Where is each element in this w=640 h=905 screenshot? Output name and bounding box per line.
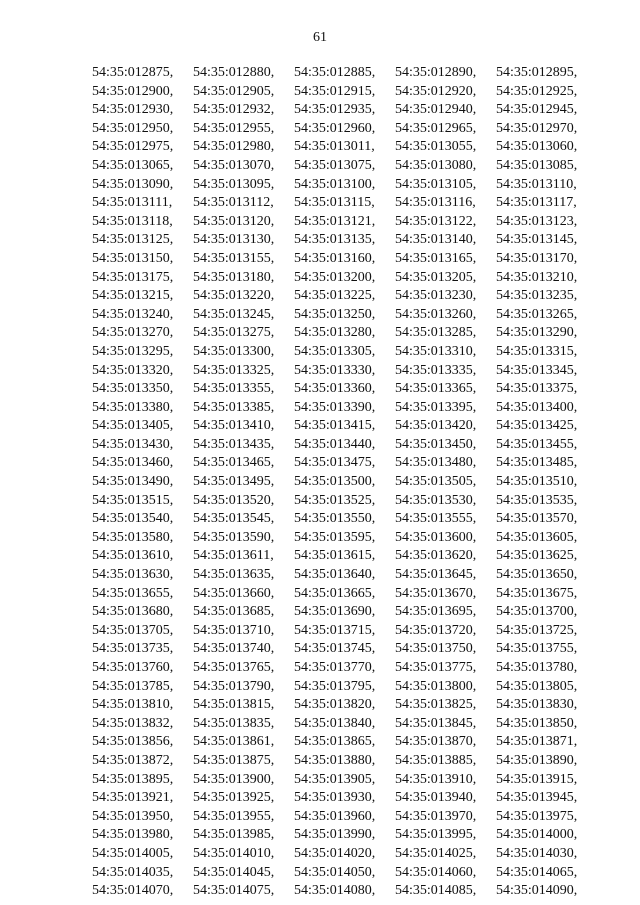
cadastral-number: 54:35:013535, xyxy=(496,492,578,508)
cadastral-number: 54:35:013695, xyxy=(395,604,477,620)
cadastral-number: 54:35:012905, xyxy=(193,83,275,99)
cadastral-number: 54:35:013325, xyxy=(193,362,275,378)
cadastral-number: 54:35:013625, xyxy=(496,548,578,564)
cadastral-number: 54:35:013375, xyxy=(496,381,578,397)
cadastral-number: 54:35:013520, xyxy=(193,492,275,508)
cadastral-number: 54:35:013525, xyxy=(294,492,376,508)
cadastral-number: 54:35:013595, xyxy=(294,529,376,545)
cadastral-number: 54:35:013665, xyxy=(294,585,376,601)
cadastral-number: 54:35:013545, xyxy=(193,511,275,527)
cadastral-number: 54:35:013620, xyxy=(395,548,477,564)
list-row xyxy=(92,771,602,790)
cadastral-number: 54:35:013250, xyxy=(294,306,376,322)
cadastral-number: 54:35:013800, xyxy=(395,678,477,694)
cadastral-number: 54:35:013380, xyxy=(92,399,174,415)
cadastral-number: 54:35:014030, xyxy=(496,845,578,861)
cadastral-number: 54:35:013810, xyxy=(92,697,174,713)
cadastral-number: 54:35:013420, xyxy=(395,418,477,434)
cadastral-number: 54:35:013135, xyxy=(294,232,376,248)
list-row xyxy=(92,547,602,566)
cadastral-number: 54:35:013765, xyxy=(193,660,275,675)
cadastral-number: 54:35:013335, xyxy=(395,362,477,378)
cadastral-number: 54:35:014090, xyxy=(496,883,578,899)
cadastral-number: 54:35:013605, xyxy=(496,529,578,545)
cadastral-number: 54:35:013870, xyxy=(395,734,477,750)
cadastral-number: 54:35:013118, xyxy=(92,213,173,229)
cadastral-number: 54:35:012970, xyxy=(496,120,578,136)
cadastral-number: 54:35:013510, xyxy=(496,474,578,490)
cadastral-number: 54:35:013170, xyxy=(496,250,578,266)
cadastral-number: 54:35:012915, xyxy=(294,83,376,99)
page-number: 61 xyxy=(313,30,327,45)
cadastral-number: 54:35:013940, xyxy=(395,790,477,806)
cadastral-number: 54:35:013610, xyxy=(92,548,174,564)
list-row xyxy=(92,659,602,678)
cadastral-number: 54:35:013230, xyxy=(395,288,477,304)
list-row xyxy=(92,640,602,659)
cadastral-number: 54:35:013125, xyxy=(92,232,174,248)
list-row xyxy=(92,120,602,139)
cadastral-number: 54:35:013270, xyxy=(92,325,174,341)
cadastral-number: 54:35:013795, xyxy=(294,678,376,694)
cadastral-number: 54:35:013845, xyxy=(395,715,477,731)
cadastral-number: 54:35:012885, xyxy=(294,65,376,80)
list-row xyxy=(92,343,602,362)
cadastral-number: 54:35:014045, xyxy=(193,864,275,880)
cadastral-number: 54:35:013060, xyxy=(496,139,578,155)
cadastral-number: 54:35:014080, xyxy=(294,883,376,899)
cadastral-number: 54:35:014085, xyxy=(395,883,477,899)
cadastral-number: 54:35:013515, xyxy=(92,492,174,508)
cadastral-number: 54:35:013205, xyxy=(395,269,477,285)
cadastral-number: 54:35:013355, xyxy=(193,381,275,397)
cadastral-number: 54:35:013275, xyxy=(193,325,275,341)
cadastral-number: 54:35:013832, xyxy=(92,715,174,731)
cadastral-number: 54:35:013540, xyxy=(92,511,174,527)
list-row xyxy=(92,250,602,269)
cadastral-number: 54:35:013122, xyxy=(395,213,477,229)
cadastral-number: 54:35:013465, xyxy=(193,455,275,471)
list-row xyxy=(92,269,602,288)
cadastral-number: 54:35:012925, xyxy=(496,83,578,99)
cadastral-number: 54:35:013861, xyxy=(193,734,275,750)
cadastral-number: 54:35:013790, xyxy=(193,678,275,694)
cadastral-number: 54:35:012960, xyxy=(294,120,376,136)
cadastral-number: 54:35:013921, xyxy=(92,790,174,806)
list-row xyxy=(92,808,602,827)
cadastral-number: 54:35:013745, xyxy=(294,641,376,657)
cadastral-number: 54:35:013930, xyxy=(294,790,376,806)
list-row xyxy=(92,64,602,83)
cadastral-number: 54:35:013945, xyxy=(496,790,578,806)
cadastral-number: 54:35:013900, xyxy=(193,771,275,787)
cadastral-number: 54:35:013150, xyxy=(92,250,174,266)
cadastral-number: 54:35:013770, xyxy=(294,660,376,675)
cadastral-number: 54:35:013825, xyxy=(395,697,477,713)
cadastral-number: 54:35:013890, xyxy=(496,752,578,768)
cadastral-number: 54:35:013390, xyxy=(294,399,376,415)
cadastral-number: 54:35:013505, xyxy=(395,474,477,490)
list-row xyxy=(92,454,602,473)
cadastral-number: 54:35:013111, xyxy=(92,195,173,211)
cadastral-number: 54:35:014060, xyxy=(395,864,477,880)
cadastral-number: 54:35:013740, xyxy=(193,641,275,657)
cadastral-number: 54:35:013385, xyxy=(193,399,275,415)
cadastral-number: 54:35:013725, xyxy=(496,622,578,638)
cadastral-number: 54:35:013430, xyxy=(92,436,174,452)
cadastral-number: 54:35:013970, xyxy=(395,808,477,824)
cadastral-number: 54:35:013925, xyxy=(193,790,275,806)
cadastral-number: 54:35:013570, xyxy=(496,511,578,527)
cadastral-number: 54:35:012965, xyxy=(395,120,477,136)
list-row xyxy=(92,176,602,195)
cadastral-number: 54:35:014025, xyxy=(395,845,477,861)
cadastral-number: 54:35:014070, xyxy=(92,883,174,899)
cadastral-number: 54:35:014000, xyxy=(496,827,578,843)
cadastral-number-list xyxy=(92,64,602,901)
cadastral-number: 54:35:013885, xyxy=(395,752,477,768)
cadastral-number: 54:35:013300, xyxy=(193,343,275,359)
list-row xyxy=(92,138,602,157)
cadastral-number: 54:35:013880, xyxy=(294,752,376,768)
cadastral-number: 54:35:013975, xyxy=(496,808,578,824)
cadastral-number: 54:35:013485, xyxy=(496,455,578,471)
cadastral-number: 54:35:013360, xyxy=(294,381,376,397)
list-row xyxy=(92,715,602,734)
cadastral-number: 54:35:013165, xyxy=(395,250,477,266)
cadastral-number: 54:35:013110, xyxy=(496,176,577,192)
list-row xyxy=(92,157,602,176)
cadastral-number: 54:35:014065, xyxy=(496,864,578,880)
cadastral-number: 54:35:013435, xyxy=(193,436,275,452)
cadastral-number: 54:35:013785, xyxy=(92,678,174,694)
cadastral-number: 54:35:012975, xyxy=(92,139,174,155)
cadastral-number: 54:35:013460, xyxy=(92,455,174,471)
cadastral-number: 54:35:013775, xyxy=(395,660,477,675)
cadastral-number: 54:35:013123, xyxy=(496,213,578,229)
cadastral-number: 54:35:013305, xyxy=(294,343,376,359)
cadastral-number: 54:35:013410, xyxy=(193,418,275,434)
cadastral-number: 54:35:013611, xyxy=(193,548,274,564)
cadastral-number: 54:35:013265, xyxy=(496,306,578,322)
cadastral-number: 54:35:012940, xyxy=(395,102,477,118)
list-row xyxy=(92,622,602,641)
cadastral-number: 54:35:013960, xyxy=(294,808,376,824)
list-row xyxy=(92,231,602,250)
cadastral-number: 54:35:013260, xyxy=(395,306,477,322)
cadastral-number: 54:35:014005, xyxy=(92,845,174,861)
list-row xyxy=(92,492,602,511)
cadastral-number: 54:35:013095, xyxy=(193,176,275,192)
cadastral-number: 54:35:013680, xyxy=(92,604,174,620)
list-row xyxy=(92,529,602,548)
cadastral-number: 54:35:013011, xyxy=(294,139,375,155)
list-row xyxy=(92,826,602,845)
cadastral-number: 54:35:013635, xyxy=(193,567,275,583)
cadastral-number: 54:35:013955, xyxy=(193,808,275,824)
cadastral-number: 54:35:013550, xyxy=(294,511,376,527)
cadastral-number: 54:35:013480, xyxy=(395,455,477,471)
list-row xyxy=(92,362,602,381)
cadastral-number: 54:35:013220, xyxy=(193,288,275,304)
cadastral-number: 54:35:013120, xyxy=(193,213,275,229)
cadastral-number: 54:35:013615, xyxy=(294,548,376,564)
list-row xyxy=(92,678,602,697)
cadastral-number: 54:35:013820, xyxy=(294,697,376,713)
cadastral-number: 54:35:013395, xyxy=(395,399,477,415)
cadastral-number: 54:35:013090, xyxy=(92,176,174,192)
cadastral-number: 54:35:013690, xyxy=(294,604,376,620)
cadastral-number: 54:35:013055, xyxy=(395,139,477,155)
cadastral-number: 54:35:012930, xyxy=(92,102,174,118)
cadastral-number: 54:35:014010, xyxy=(193,845,275,861)
cadastral-number: 54:35:013210, xyxy=(496,269,578,285)
cadastral-number: 54:35:013070, xyxy=(193,157,275,173)
cadastral-number: 54:35:013580, xyxy=(92,529,174,545)
cadastral-number: 54:35:012875, xyxy=(92,65,174,80)
cadastral-number: 54:35:013655, xyxy=(92,585,174,601)
cadastral-number: 54:35:013650, xyxy=(496,567,578,583)
cadastral-number: 54:35:013175, xyxy=(92,269,174,285)
cadastral-number: 54:35:013590, xyxy=(193,529,275,545)
cadastral-number: 54:35:013720, xyxy=(395,622,477,638)
cadastral-number: 54:35:013450, xyxy=(395,436,477,452)
cadastral-number: 54:35:013915, xyxy=(496,771,578,787)
cadastral-number: 54:35:013950, xyxy=(92,808,174,824)
cadastral-number: 54:35:013320, xyxy=(92,362,174,378)
cadastral-number: 54:35:013710, xyxy=(193,622,275,638)
list-row xyxy=(92,306,602,325)
cadastral-number: 54:35:013080, xyxy=(395,157,477,173)
cadastral-number: 54:35:013180, xyxy=(193,269,275,285)
cadastral-number: 54:35:013295, xyxy=(92,343,174,359)
cadastral-number: 54:35:013555, xyxy=(395,511,477,527)
cadastral-number: 54:35:013350, xyxy=(92,381,174,397)
cadastral-number: 54:35:013715, xyxy=(294,622,376,638)
cadastral-number: 54:35:013121, xyxy=(294,213,376,229)
cadastral-number: 54:35:014035, xyxy=(92,864,174,880)
list-row xyxy=(92,566,602,585)
cadastral-number: 54:35:013995, xyxy=(395,827,477,843)
cadastral-number: 54:35:013290, xyxy=(496,325,578,341)
cadastral-number: 54:35:013872, xyxy=(92,752,174,768)
cadastral-number: 54:35:013600, xyxy=(395,529,477,545)
cadastral-number: 54:35:013500, xyxy=(294,474,376,490)
cadastral-number: 54:35:013700, xyxy=(496,604,578,620)
list-row xyxy=(92,789,602,808)
cadastral-number: 54:35:012980, xyxy=(193,139,275,155)
list-row xyxy=(92,324,602,343)
cadastral-number: 54:35:012932, xyxy=(193,102,275,118)
cadastral-number: 54:35:013645, xyxy=(395,567,477,583)
cadastral-number: 54:35:012950, xyxy=(92,120,174,136)
list-row xyxy=(92,864,602,883)
cadastral-number: 54:35:013130, xyxy=(193,232,275,248)
list-row xyxy=(92,752,602,771)
list-row xyxy=(92,436,602,455)
list-row xyxy=(92,380,602,399)
cadastral-number: 54:35:013455, xyxy=(496,436,578,452)
cadastral-number: 54:35:012955, xyxy=(193,120,275,136)
cadastral-number: 54:35:013780, xyxy=(496,660,578,675)
cadastral-number: 54:35:012880, xyxy=(193,65,275,80)
cadastral-number: 54:35:013475, xyxy=(294,455,376,471)
cadastral-number: 54:35:013675, xyxy=(496,585,578,601)
cadastral-number: 54:35:013235, xyxy=(496,288,578,304)
cadastral-number: 54:35:013875, xyxy=(193,752,275,768)
cadastral-number: 54:35:013285, xyxy=(395,325,477,341)
list-row xyxy=(92,417,602,436)
cadastral-number: 54:35:013200, xyxy=(294,269,376,285)
cadastral-number: 54:35:013840, xyxy=(294,715,376,731)
cadastral-number: 54:35:013117, xyxy=(496,195,577,211)
list-row xyxy=(92,603,602,622)
cadastral-number: 54:35:012945, xyxy=(496,102,578,118)
cadastral-number: 54:35:013910, xyxy=(395,771,477,787)
cadastral-number: 54:35:013685, xyxy=(193,604,275,620)
cadastral-number: 54:35:013495, xyxy=(193,474,275,490)
cadastral-number: 54:35:013145, xyxy=(496,232,578,248)
list-row xyxy=(92,287,602,306)
list-row xyxy=(92,83,602,102)
cadastral-number: 54:35:013425, xyxy=(496,418,578,434)
list-row xyxy=(92,585,602,604)
cadastral-number: 54:35:013980, xyxy=(92,827,174,843)
cadastral-number: 54:35:013115, xyxy=(294,195,375,211)
cadastral-number: 54:35:013240, xyxy=(92,306,174,322)
cadastral-number: 54:35:013630, xyxy=(92,567,174,583)
cadastral-number: 54:35:013530, xyxy=(395,492,477,508)
cadastral-number: 54:35:013865, xyxy=(294,734,376,750)
cadastral-number: 54:35:013365, xyxy=(395,381,477,397)
cadastral-number: 54:35:013105, xyxy=(395,176,477,192)
list-row xyxy=(92,473,602,492)
cadastral-number: 54:35:013310, xyxy=(395,343,477,359)
cadastral-number: 54:35:013225, xyxy=(294,288,376,304)
list-row xyxy=(92,213,602,232)
cadastral-number: 54:35:013660, xyxy=(193,585,275,601)
cadastral-number: 54:35:013116, xyxy=(395,195,476,211)
cadastral-number: 54:35:014020, xyxy=(294,845,376,861)
list-row xyxy=(92,194,602,213)
list-row xyxy=(92,882,602,901)
cadastral-number: 54:35:013871, xyxy=(496,734,578,750)
cadastral-number: 54:35:013155, xyxy=(193,250,275,266)
cadastral-number: 54:35:013315, xyxy=(496,343,578,359)
cadastral-number: 54:35:013990, xyxy=(294,827,376,843)
list-row xyxy=(92,733,602,752)
cadastral-number: 54:35:013670, xyxy=(395,585,477,601)
cadastral-number: 54:35:013895, xyxy=(92,771,174,787)
cadastral-number: 54:35:013345, xyxy=(496,362,578,378)
cadastral-number: 54:35:013280, xyxy=(294,325,376,341)
list-row xyxy=(92,510,602,529)
cadastral-number: 54:35:014050, xyxy=(294,864,376,880)
cadastral-number: 54:35:013815, xyxy=(193,697,275,713)
cadastral-number: 54:35:013856, xyxy=(92,734,174,750)
cadastral-number: 54:35:013640, xyxy=(294,567,376,583)
cadastral-number: 54:35:013065, xyxy=(92,157,174,173)
cadastral-number: 54:35:013245, xyxy=(193,306,275,322)
list-row xyxy=(92,101,602,120)
cadastral-number: 54:35:013760, xyxy=(92,660,174,675)
cadastral-number: 54:35:012920, xyxy=(395,83,477,99)
cadastral-number: 54:35:013985, xyxy=(193,827,275,843)
list-row xyxy=(92,845,602,864)
cadastral-number: 54:35:013830, xyxy=(496,697,578,713)
cadastral-number: 54:35:012895, xyxy=(496,65,578,80)
cadastral-number: 54:35:013440, xyxy=(294,436,376,452)
cadastral-number: 54:35:013405, xyxy=(92,418,174,434)
cadastral-number: 54:35:013400, xyxy=(496,399,578,415)
cadastral-number: 54:35:014075, xyxy=(193,883,275,899)
cadastral-number: 54:35:013705, xyxy=(92,622,174,638)
cadastral-number: 54:35:013112, xyxy=(193,195,274,211)
cadastral-number: 54:35:013085, xyxy=(496,157,578,173)
cadastral-number: 54:35:013750, xyxy=(395,641,477,657)
cadastral-number: 54:35:013735, xyxy=(92,641,174,657)
cadastral-number: 54:35:012900, xyxy=(92,83,174,99)
cadastral-number: 54:35:013835, xyxy=(193,715,275,731)
cadastral-number: 54:35:013330, xyxy=(294,362,376,378)
cadastral-number: 54:35:013490, xyxy=(92,474,174,490)
cadastral-number: 54:35:013215, xyxy=(92,288,174,304)
cadastral-number: 54:35:013850, xyxy=(496,715,578,731)
cadastral-number: 54:35:013415, xyxy=(294,418,376,434)
cadastral-number: 54:35:013075, xyxy=(294,157,376,173)
cadastral-number: 54:35:012890, xyxy=(395,65,477,80)
cadastral-number: 54:35:013140, xyxy=(395,232,477,248)
cadastral-number: 54:35:013160, xyxy=(294,250,376,266)
list-row xyxy=(92,399,602,418)
cadastral-number: 54:35:013100, xyxy=(294,176,376,192)
cadastral-number: 54:35:012935, xyxy=(294,102,376,118)
list-row xyxy=(92,696,602,715)
cadastral-number: 54:35:013805, xyxy=(496,678,578,694)
cadastral-number: 54:35:013755, xyxy=(496,641,578,657)
cadastral-number: 54:35:013905, xyxy=(294,771,376,787)
